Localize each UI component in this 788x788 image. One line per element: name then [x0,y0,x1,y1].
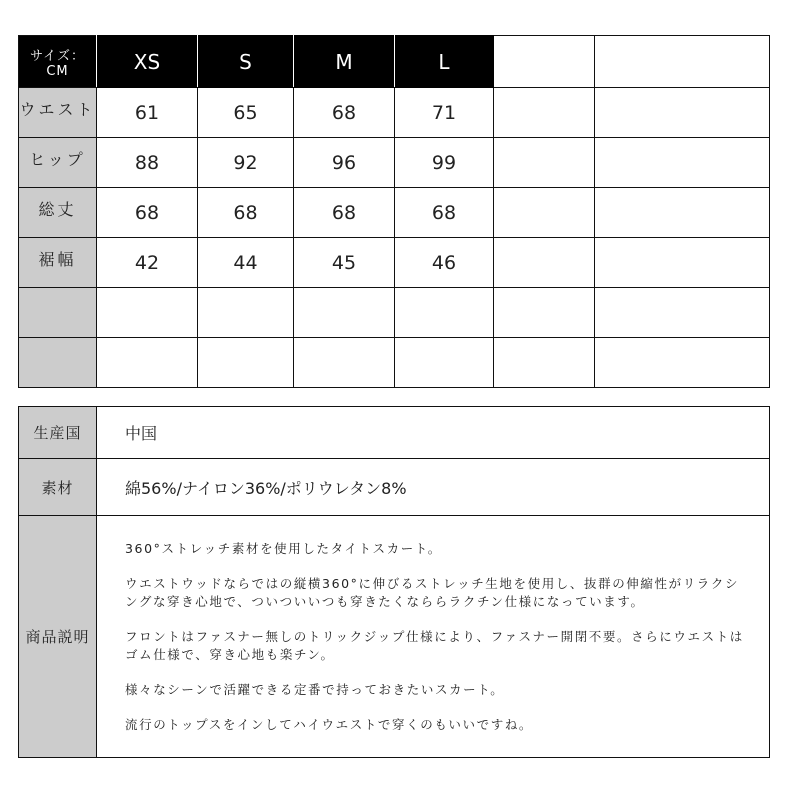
description-text [97,520,769,754]
row-label-hem-width: 裾幅 [19,238,97,288]
cell-value [595,138,770,188]
table-row [19,188,770,238]
cell-value: 96 [294,138,395,188]
cell-value [494,138,595,188]
cell-value [595,338,770,388]
size-header-xs: XS [97,36,198,88]
description-paragraph: 360°ストレッチ素材を使用したタイトスカート。 [125,540,442,556]
cell-value [595,88,770,138]
cell-value: 45 [294,238,395,288]
cell-value [494,338,595,388]
cell-value [97,288,198,338]
cell-value: 92 [198,138,294,188]
cell-value [494,188,595,238]
cell-value [395,288,494,338]
size-header-empty [494,36,595,88]
table-row [19,238,770,288]
size-header-l: L [395,36,494,88]
origin-value: 中国 [97,407,770,459]
cell-value [595,188,770,238]
size-header-empty [595,36,770,88]
row-label-empty [19,338,97,388]
size-chart-table [18,35,770,388]
cell-value [198,288,294,338]
cell-value: 42 [97,238,198,288]
info-row-description [19,516,770,758]
cell-value [294,288,395,338]
row-label-waist: ウエスト [19,88,97,138]
product-info-table [18,406,770,758]
cell-value: 71 [395,88,494,138]
row-label-length: 総丈 [19,188,97,238]
cell-value [595,238,770,288]
description-paragraph: フロントはファスナー無しのトリックジップ仕様により、ファスナー開閉不要。さらにウエストはゴム仕様で、穿き心地も楽チン。 [125,628,744,662]
table-row [19,338,770,388]
cell-value [494,88,595,138]
size-unit-label: サイズ：CM [19,36,97,88]
description-paragraph: 様々なシーンで活躍できる定番で持っておきたいスカート。 [125,681,505,697]
cell-value [395,338,494,388]
cell-value: 44 [198,238,294,288]
description-cell [97,516,770,758]
description-paragraph: 流行のトップスをインしてハイウエストで穿くのもいいですね。 [125,716,534,732]
cell-value [97,338,198,388]
cell-value: 61 [97,88,198,138]
cell-value: 68 [294,88,395,138]
row-label-empty [19,288,97,338]
size-header-m: M [294,36,395,88]
description-paragraph: ウエストウッドならではの縦横360°に伸びるストレッチ生地を使用し、抜群の伸縮性がリラクシングな穿き心地で、ついついいつも穿きたくなららラクチン仕様になっています。 [125,575,740,609]
table-row [19,288,770,338]
cell-value: 68 [198,188,294,238]
origin-label: 生産国 [19,407,97,459]
cell-value: 88 [97,138,198,188]
cell-value: 46 [395,238,494,288]
cell-value: 65 [198,88,294,138]
cell-value [198,338,294,388]
cell-value [494,288,595,338]
cell-value: 68 [395,188,494,238]
row-label-hip: ヒップ [19,138,97,188]
cell-value [494,238,595,288]
table-row [19,138,770,188]
cell-value [595,288,770,338]
table-row [19,88,770,138]
cell-value [294,338,395,388]
cell-value: 68 [97,188,198,238]
description-label: 商品説明 [19,516,97,758]
cell-value: 99 [395,138,494,188]
material-label: 素材 [19,459,97,516]
info-row-origin [19,407,770,459]
size-header-row [19,36,770,88]
material-value: 綿56%/ナイロン36%/ポリウレタン8% [97,459,770,516]
info-row-material [19,459,770,516]
cell-value: 68 [294,188,395,238]
size-header-s: S [198,36,294,88]
